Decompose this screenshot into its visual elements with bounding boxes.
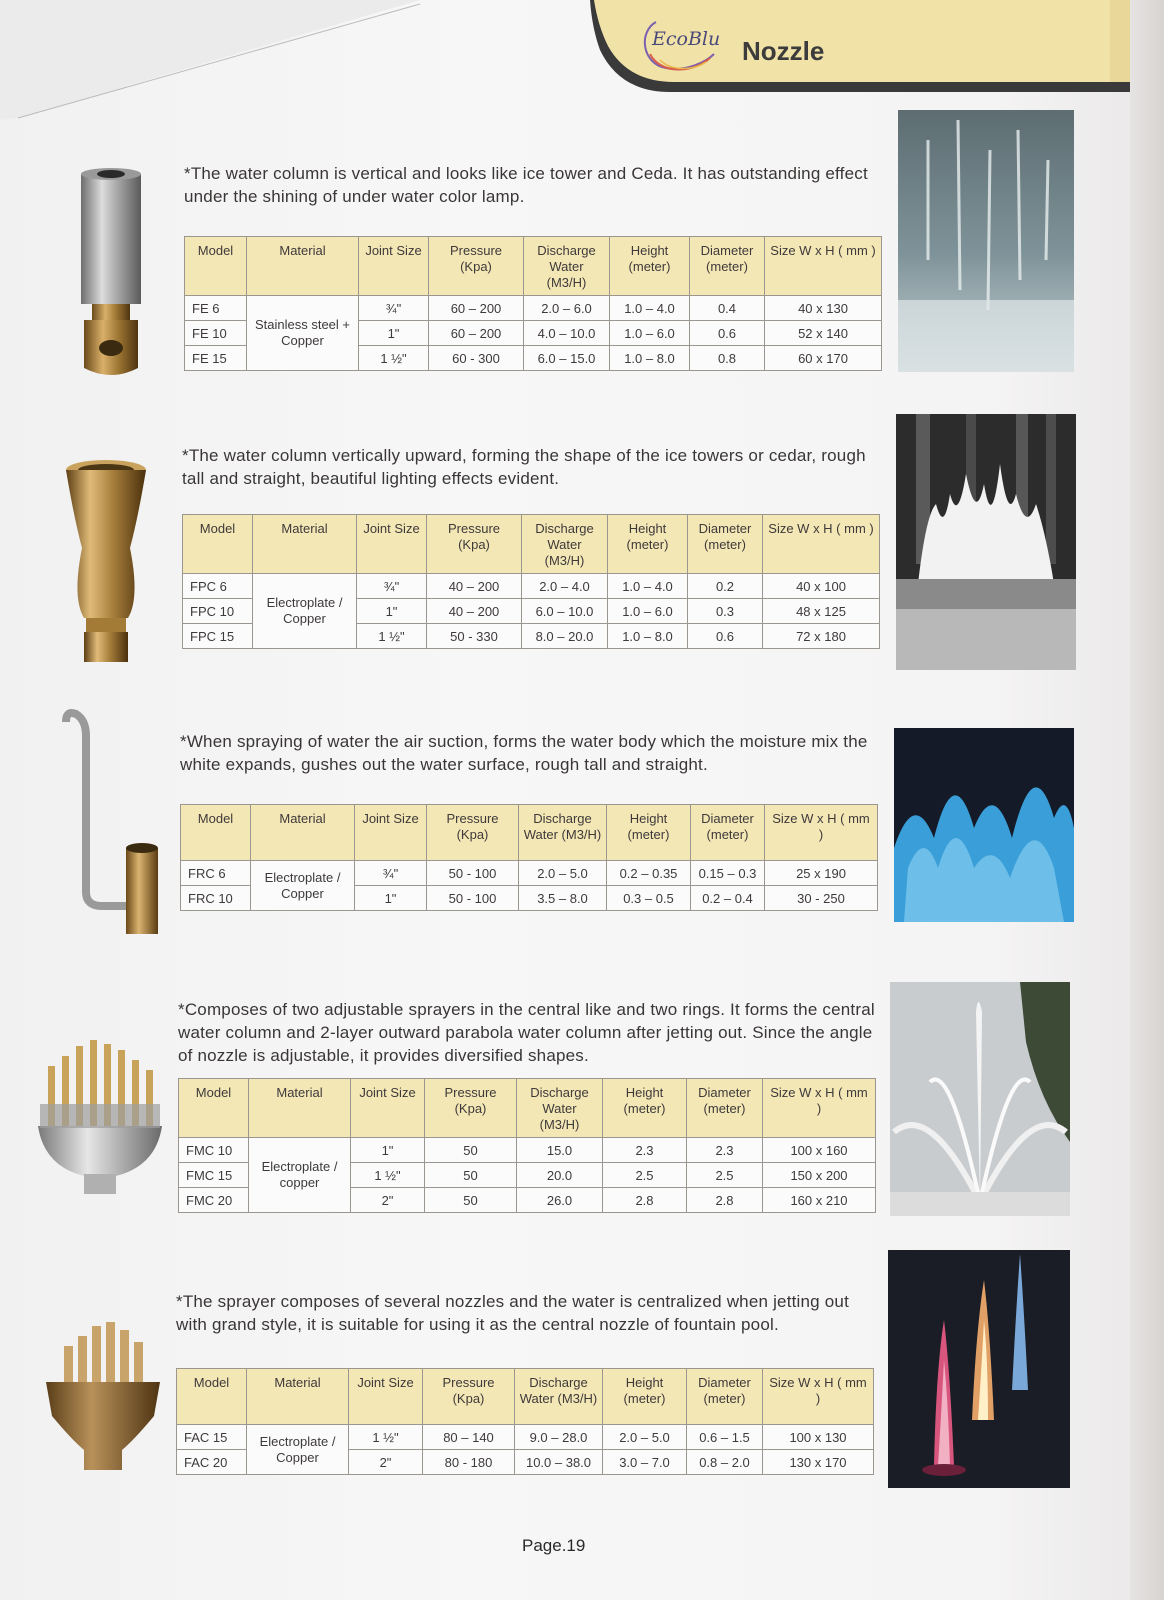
cell-height: 2.8 xyxy=(603,1188,687,1213)
spec-table-fmc xyxy=(178,1078,876,1213)
spec-table-fac xyxy=(176,1368,874,1475)
cell-pressure: 80 – 140 xyxy=(423,1425,515,1450)
nozzle-fac-image xyxy=(44,1320,162,1472)
cell-pressure: 50 xyxy=(425,1138,517,1163)
cell-diameter: 0.2 xyxy=(688,574,763,599)
col-model: Model xyxy=(179,1079,249,1138)
col-height: Height (meter) xyxy=(607,805,691,861)
spec-table-frc xyxy=(180,804,878,911)
table-row xyxy=(177,1425,874,1450)
cell-height: 1.0 – 8.0 xyxy=(608,624,688,649)
cell-discharge: 2.0 – 5.0 xyxy=(519,861,607,886)
cell-joint: 1 ½" xyxy=(349,1425,423,1450)
cell-joint: 1" xyxy=(359,321,429,346)
cell-discharge: 6.0 – 15.0 xyxy=(524,346,610,371)
fountain-photo-blue-foam xyxy=(894,728,1074,922)
fountain-photo-cedar xyxy=(896,414,1076,670)
cell-model: FAC 15 xyxy=(177,1425,247,1450)
nozzle-fe-image xyxy=(78,168,144,383)
fountain-photo-lit-jets xyxy=(888,1250,1070,1488)
cell-discharge: 26.0 xyxy=(517,1188,603,1213)
cell-size: 52 x 140 xyxy=(765,321,882,346)
cell-joint: 1 ½" xyxy=(359,346,429,371)
cell-diameter: 0.6 – 1.5 xyxy=(687,1425,763,1450)
nozzle-fpc-image xyxy=(64,458,148,666)
cell-discharge: 6.0 – 10.0 xyxy=(522,599,608,624)
col-pressure: Pressure (Kpa) xyxy=(429,237,524,296)
col-model: Model xyxy=(181,805,251,861)
cell-discharge: 3.5 – 8.0 xyxy=(519,886,607,911)
cell-diameter: 0.15 – 0.3 xyxy=(691,861,765,886)
cell-height: 1.0 – 4.0 xyxy=(608,574,688,599)
cell-diameter: 2.3 xyxy=(687,1138,763,1163)
cell-height: 1.0 – 6.0 xyxy=(610,321,690,346)
cell-pressure: 40 – 200 xyxy=(427,599,522,624)
col-diameter: Diameter (meter) xyxy=(690,237,765,296)
cell-discharge: 10.0 – 38.0 xyxy=(515,1450,603,1475)
cell-discharge: 8.0 – 20.0 xyxy=(522,624,608,649)
col-model: Model xyxy=(185,237,247,296)
cell-model: FPC 6 xyxy=(183,574,253,599)
cell-height: 2.0 – 5.0 xyxy=(603,1425,687,1450)
cell-discharge: 15.0 xyxy=(517,1138,603,1163)
col-pressure: Pressure (Kpa) xyxy=(425,1079,517,1138)
cell-discharge: 2.0 – 6.0 xyxy=(524,296,610,321)
cell-joint: 1" xyxy=(357,599,427,624)
cell-model: FRC 6 xyxy=(181,861,251,886)
cell-height: 0.3 – 0.5 xyxy=(607,886,691,911)
cell-model: FRC 10 xyxy=(181,886,251,911)
col-joint: Joint Size xyxy=(351,1079,425,1138)
col-material: Material xyxy=(247,1369,349,1425)
cell-model: FE 6 xyxy=(185,296,247,321)
cell-size: 100 x 160 xyxy=(763,1138,876,1163)
cell-pressure: 60 – 200 xyxy=(429,296,524,321)
col-discharge: Discharge Water (M3/H) xyxy=(519,805,607,861)
col-discharge: Discharge Water (M3/H) xyxy=(522,515,608,574)
col-pressure: Pressure (Kpa) xyxy=(423,1369,515,1425)
cell-pressure: 50 - 330 xyxy=(427,624,522,649)
col-diameter: Diameter (meter) xyxy=(691,805,765,861)
col-model: Model xyxy=(177,1369,247,1425)
cell-model: FMC 20 xyxy=(179,1188,249,1213)
cell-joint: 2" xyxy=(349,1450,423,1475)
cell-material: Electroplate / Copper xyxy=(253,574,357,649)
cell-pressure: 50 - 100 xyxy=(427,861,519,886)
col-discharge: Discharge Water (M3/H) xyxy=(524,237,610,296)
cell-discharge: 4.0 – 10.0 xyxy=(524,321,610,346)
table-row xyxy=(181,861,878,886)
col-height: Height (meter) xyxy=(610,237,690,296)
col-diameter: Diameter (meter) xyxy=(688,515,763,574)
col-diameter: Diameter (meter) xyxy=(687,1369,763,1425)
cell-model: FMC 10 xyxy=(179,1138,249,1163)
col-joint: Joint Size xyxy=(349,1369,423,1425)
col-pressure: Pressure (Kpa) xyxy=(427,515,522,574)
col-size: Size W x H ( mm ) xyxy=(763,1369,874,1425)
col-pressure: Pressure (Kpa) xyxy=(427,805,519,861)
col-joint: Joint Size xyxy=(359,237,429,296)
cell-discharge: 2.0 – 4.0 xyxy=(522,574,608,599)
col-diameter: Diameter (meter) xyxy=(687,1079,763,1138)
cell-diameter: 0.4 xyxy=(690,296,765,321)
cell-discharge: 20.0 xyxy=(517,1163,603,1188)
cell-height: 2.3 xyxy=(603,1138,687,1163)
nozzle-fmc-image xyxy=(34,1036,166,1196)
cell-model: FPC 15 xyxy=(183,624,253,649)
cell-size: 30 - 250 xyxy=(765,886,878,911)
col-discharge: Discharge Water (M3/H) xyxy=(517,1079,603,1138)
cell-joint: ¾" xyxy=(359,296,429,321)
col-material: Material xyxy=(249,1079,351,1138)
cell-size: 160 x 210 xyxy=(763,1188,876,1213)
cell-joint: ¾" xyxy=(357,574,427,599)
cell-diameter: 0.6 xyxy=(688,624,763,649)
spec-table-fpc xyxy=(182,514,880,649)
cell-joint: ¾" xyxy=(355,861,427,886)
col-height: Height (meter) xyxy=(603,1369,687,1425)
col-material: Material xyxy=(253,515,357,574)
table-row xyxy=(179,1138,876,1163)
cell-size: 150 x 200 xyxy=(763,1163,876,1188)
table-row xyxy=(185,296,882,321)
cell-model: FPC 10 xyxy=(183,599,253,624)
page-edge-shadow xyxy=(1130,0,1164,1600)
col-size: Size W x H ( mm ) xyxy=(763,1079,876,1138)
col-height: Height (meter) xyxy=(603,1079,687,1138)
col-joint: Joint Size xyxy=(355,805,427,861)
cell-diameter: 0.8 – 2.0 xyxy=(687,1450,763,1475)
cell-height: 1.0 – 8.0 xyxy=(610,346,690,371)
cell-joint: 1" xyxy=(351,1138,425,1163)
cell-pressure: 40 – 200 xyxy=(427,574,522,599)
cell-discharge: 9.0 – 28.0 xyxy=(515,1425,603,1450)
cell-pressure: 80 - 180 xyxy=(423,1450,515,1475)
fountain-photo-parabola xyxy=(890,982,1070,1216)
page-title: Nozzle xyxy=(742,36,825,66)
cell-size: 48 x 125 xyxy=(763,599,880,624)
cell-model: FMC 15 xyxy=(179,1163,249,1188)
col-height: Height (meter) xyxy=(608,515,688,574)
cell-diameter: 0.2 – 0.4 xyxy=(691,886,765,911)
col-size: Size W x H ( mm ) xyxy=(765,237,882,296)
cell-model: FE 15 xyxy=(185,346,247,371)
col-size: Size W x H ( mm ) xyxy=(763,515,880,574)
cell-diameter: 0.3 xyxy=(688,599,763,624)
cell-model: FAC 20 xyxy=(177,1450,247,1475)
cell-diameter: 2.8 xyxy=(687,1188,763,1213)
cell-height: 1.0 – 4.0 xyxy=(610,296,690,321)
cell-material: Electroplate / copper xyxy=(249,1138,351,1213)
table-row xyxy=(183,574,880,599)
cell-material: Stainless steel + Copper xyxy=(247,296,359,371)
cell-joint: 1" xyxy=(355,886,427,911)
cell-pressure: 60 – 200 xyxy=(429,321,524,346)
cell-size: 100 x 130 xyxy=(763,1425,874,1450)
cell-pressure: 50 xyxy=(425,1188,517,1213)
cell-height: 2.5 xyxy=(603,1163,687,1188)
section-2-description: *The water column vertically upward, forming the shape of the ice towers or cedar, rough tall and straight, beautiful lighting effects evident. xyxy=(182,446,866,488)
cell-size: 72 x 180 xyxy=(763,624,880,649)
cell-pressure: 60 - 300 xyxy=(429,346,524,371)
page-number: Page.19 xyxy=(522,1536,586,1555)
brand-logo: EcoBlu xyxy=(652,28,721,50)
cell-height: 3.0 – 7.0 xyxy=(603,1450,687,1475)
col-discharge: Discharge Water (M3/H) xyxy=(515,1369,603,1425)
cell-size: 40 x 130 xyxy=(765,296,882,321)
cell-size: 60 x 170 xyxy=(765,346,882,371)
cell-material: Electroplate / Copper xyxy=(247,1425,349,1475)
cell-diameter: 2.5 xyxy=(687,1163,763,1188)
col-joint: Joint Size xyxy=(357,515,427,574)
cell-joint: 2" xyxy=(351,1188,425,1213)
cell-size: 130 x 170 xyxy=(763,1450,874,1475)
section-3-description: *When spraying of water the air suction, forms the water body which the moisture mix the white expands, gushes out the water surface, rough tall and straight. xyxy=(180,732,868,774)
cell-size: 25 x 190 xyxy=(765,861,878,886)
cell-joint: 1 ½" xyxy=(351,1163,425,1188)
col-material: Material xyxy=(251,805,355,861)
cell-height: 0.2 – 0.35 xyxy=(607,861,691,886)
nozzle-frc-image xyxy=(62,708,162,936)
section-4-description: *Composes of two adjustable sprayers in the central like and two rings. It forms the central water column and 2-layer outward parabola water column after jetting out. Since the angle of nozzle is adjustable, it provides diversified shapes. xyxy=(178,1000,875,1065)
fountain-photo-ice-tower xyxy=(898,110,1074,372)
section-1-description: *The water column is vertical and looks like ice tower and Ceda. It has outstanding effect under the shining of under water color lamp. xyxy=(184,164,868,206)
cell-diameter: 0.8 xyxy=(690,346,765,371)
col-material: Material xyxy=(247,237,359,296)
cell-joint: 1 ½" xyxy=(357,624,427,649)
cell-model: FE 10 xyxy=(185,321,247,346)
cell-material: Electroplate / Copper xyxy=(251,861,355,911)
section-5-description: *The sprayer composes of several nozzles and the water is centralized when jetting out with grand style, it is suitable for using it as the central nozzle of fountain pool. xyxy=(176,1292,849,1334)
spec-table-fe xyxy=(184,236,882,371)
cell-height: 1.0 – 6.0 xyxy=(608,599,688,624)
cell-pressure: 50 xyxy=(425,1163,517,1188)
col-size: Size W x H ( mm ) xyxy=(765,805,878,861)
cell-size: 40 x 100 xyxy=(763,574,880,599)
cell-diameter: 0.6 xyxy=(690,321,765,346)
cell-pressure: 50 - 100 xyxy=(427,886,519,911)
col-model: Model xyxy=(183,515,253,574)
